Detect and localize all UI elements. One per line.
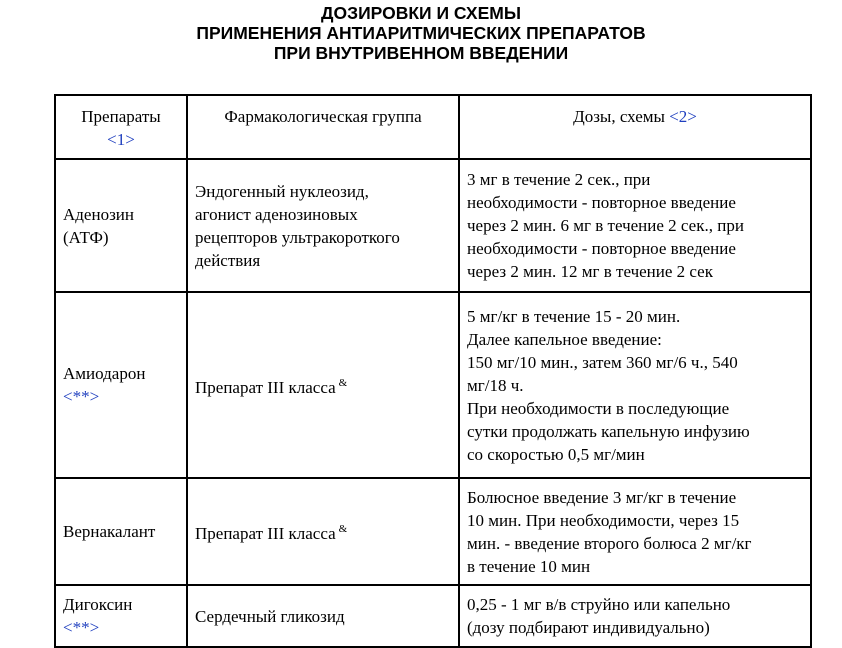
drug-name-line: Дигоксин <box>63 595 133 614</box>
drug-cell <box>55 292 187 478</box>
header-group: Фармакологическая группа <box>187 95 459 159</box>
dose-cell <box>459 159 811 292</box>
group-text-line: Препарат III класса & <box>195 376 348 397</box>
dose-text-line: в течение 10 мин <box>467 556 591 576</box>
dose-text-line: необходимости - повторное введение <box>467 239 736 258</box>
table-row <box>55 159 811 292</box>
dose-text-line: со скоростью 0,5 мг/мин <box>467 444 645 464</box>
title-line-3: ПРИ ВНУТРИВЕННОМ ВВЕДЕНИИ <box>273 43 569 63</box>
dose-text-line: Болюсное введение 3 мг/кг в течение <box>467 487 737 507</box>
drug-footnote-ref[interactable]: <**> <box>63 618 100 637</box>
table-row <box>55 585 811 647</box>
group-cell <box>187 478 459 585</box>
group-text-line: рецепторов ультракороткого <box>195 227 400 247</box>
dose-cell <box>459 292 811 478</box>
drug-cell <box>55 585 187 647</box>
dose-text-line: Далее капельное введение: <box>467 329 662 349</box>
group-superscript: & <box>338 376 348 389</box>
dosage-table <box>54 94 812 648</box>
drug-cell <box>55 478 187 585</box>
drug-name-line: Амиодарон <box>63 364 146 383</box>
group-text-line: Сердечный гликозид <box>195 606 345 626</box>
dose-text-line: через 2 мин. 12 мг в течение 2 сек <box>467 262 713 281</box>
dose-text-line: сутки продолжать капельную инфузию <box>467 421 750 441</box>
group-cell <box>187 159 459 292</box>
header-doses: Дозы, схемы <2> <box>459 95 811 159</box>
drug-footnote-ref[interactable]: <**> <box>63 387 100 406</box>
group-text-line: действия <box>195 250 261 270</box>
dose-text-line: 5 мг/кг в течение 15 - 20 мин. <box>467 306 681 326</box>
title-line-2: ПРИМЕНЕНИЯ АНТИАРИТМИЧЕСКИХ ПРЕПАРАТОВ <box>196 23 646 43</box>
title-line-1: ДОЗИРОВКИ И СХЕМЫ <box>321 3 521 23</box>
drug-name-line: Аденозин <box>63 204 134 224</box>
group-cell <box>187 585 459 647</box>
drug-cell <box>55 159 187 292</box>
table-row <box>55 292 811 478</box>
drug-name-line: (АТФ) <box>63 227 109 247</box>
dose-text-line: 150 мг/10 мин., затем 360 мг/6 ч., 540 <box>467 352 738 372</box>
dose-cell <box>459 585 811 647</box>
group-cell <box>187 292 459 478</box>
dose-text-line: 10 мин. При необходимости, через 15 <box>467 510 740 530</box>
table-header-row <box>55 95 811 159</box>
group-text-line: Препарат III класса & <box>195 523 348 543</box>
dose-text-line: 0,25 - 1 мг в/в струйно или капельно <box>467 595 731 614</box>
group-text-line: Эндогенный нуклеозид, <box>195 181 369 201</box>
dose-text-line: через 2 мин. 6 мг в течение 2 сек., при <box>467 216 744 235</box>
footnote-ref-1[interactable]: <1> <box>107 130 135 149</box>
dose-text-line: необходимости - повторное введение <box>467 193 736 212</box>
dose-text-line: 3 мг в течение 2 сек., при <box>467 170 651 189</box>
dose-text-line: мг/18 ч. <box>467 375 524 395</box>
table-row <box>55 478 811 585</box>
group-superscript: & <box>338 523 348 535</box>
dose-text-line: (дозу подбирают индивидуально) <box>467 618 710 637</box>
group-text-line: агонист аденозиновых <box>195 204 358 224</box>
dose-cell <box>459 478 811 585</box>
dose-text-line: При необходимости в последующие <box>467 398 730 418</box>
drug-name-line: Вернакалант <box>63 522 156 541</box>
header-drugs: Препараты <1> <box>55 95 187 159</box>
dose-text-line: мин. - введение второго болюса 2 мг/кг <box>467 533 752 553</box>
footnote-ref-2[interactable]: <2> <box>669 107 697 126</box>
document-title <box>0 3 842 63</box>
